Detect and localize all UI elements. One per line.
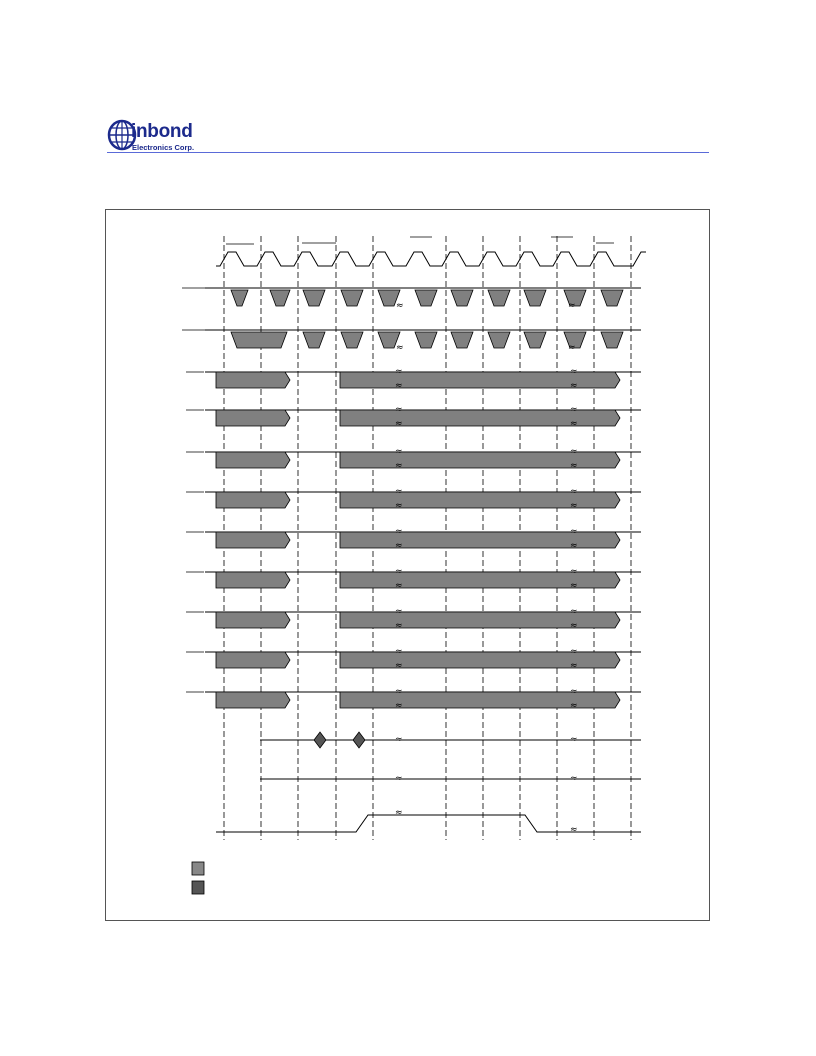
signal-pulse [231,332,287,348]
signal-valid [340,452,620,468]
signal-pulse [341,290,363,306]
break-marker: ≈ [570,581,578,591]
break-marker: ≈ [396,301,404,311]
break-marker: ≈ [395,581,403,591]
break-marker: ≈ [395,447,403,457]
signal-pulse [231,290,248,306]
signal-pulse [601,332,623,348]
break-marker: ≈ [395,527,403,537]
signal-valid [216,492,290,508]
signal-valid [340,652,620,668]
signal-pulse [488,290,510,306]
signal-valid [216,572,290,588]
break-marker: ≈ [395,647,403,657]
signal-valid [216,410,290,426]
signal-pulse [488,332,510,348]
signal-pulse [303,290,325,306]
break-marker: ≈ [570,735,578,745]
break-marker: ≈ [395,774,403,784]
break-marker: ≈ [568,301,576,311]
signal-valid [340,612,620,628]
signal-pulse [415,332,437,348]
break-marker: ≈ [570,701,578,711]
data-transition [314,732,326,748]
signal-valid [340,692,620,708]
break-marker: ≈ [570,567,578,577]
break-marker: ≈ [570,487,578,497]
break-marker: ≈ [570,774,578,784]
signal-pulse [601,290,623,306]
signal-pulse [415,290,437,306]
break-marker: ≈ [395,735,403,745]
signal-valid [216,612,290,628]
signal-pulse [451,332,473,348]
signal-valid [216,532,290,548]
break-marker: ≈ [395,808,403,818]
break-marker: ≈ [568,343,576,353]
break-marker: ≈ [570,461,578,471]
break-marker: ≈ [570,419,578,429]
break-marker: ≈ [395,381,403,391]
break-marker: ≈ [396,343,404,353]
break-marker: ≈ [570,405,578,415]
signal-valid [216,372,290,388]
break-marker: ≈ [395,367,403,377]
logo-wordmark: inbond [131,121,193,142]
break-marker: ≈ [395,701,403,711]
logo-subtitle: Electronics Corp. [132,143,195,152]
break-marker: ≈ [570,825,578,835]
break-marker: ≈ [395,461,403,471]
break-marker: ≈ [395,419,403,429]
break-marker: ≈ [570,381,578,391]
break-marker: ≈ [395,487,403,497]
legend-swatch [192,862,204,875]
break-marker: ≈ [570,501,578,511]
signal-pulse [451,290,473,306]
signal-valid [216,452,290,468]
break-marker: ≈ [570,447,578,457]
break-marker: ≈ [395,541,403,551]
break-marker: ≈ [570,541,578,551]
signal-pulse [303,332,325,348]
signal-pulse [524,290,546,306]
break-marker: ≈ [395,567,403,577]
signal-valid [340,372,620,388]
break-marker: ≈ [395,621,403,631]
break-marker: ≈ [570,527,578,537]
signal-valid [340,410,620,426]
signal-pulse [524,332,546,348]
legend-swatch [192,881,204,894]
break-marker: ≈ [570,687,578,697]
break-marker: ≈ [570,607,578,617]
signal-valid [340,572,620,588]
signal-valid [340,532,620,548]
signal-pulse [270,290,290,306]
clock-waveform [216,252,646,266]
break-marker: ≈ [395,687,403,697]
signal-valid [340,492,620,508]
data-transition [353,732,365,748]
break-marker: ≈ [570,647,578,657]
break-marker: ≈ [570,367,578,377]
break-marker: ≈ [395,661,403,671]
signal-pulse [341,332,363,348]
signal-valid [216,692,290,708]
break-marker: ≈ [395,405,403,415]
break-marker: ≈ [570,621,578,631]
break-marker: ≈ [395,501,403,511]
signal-valid [216,652,290,668]
break-marker: ≈ [395,607,403,617]
break-marker: ≈ [570,661,578,671]
